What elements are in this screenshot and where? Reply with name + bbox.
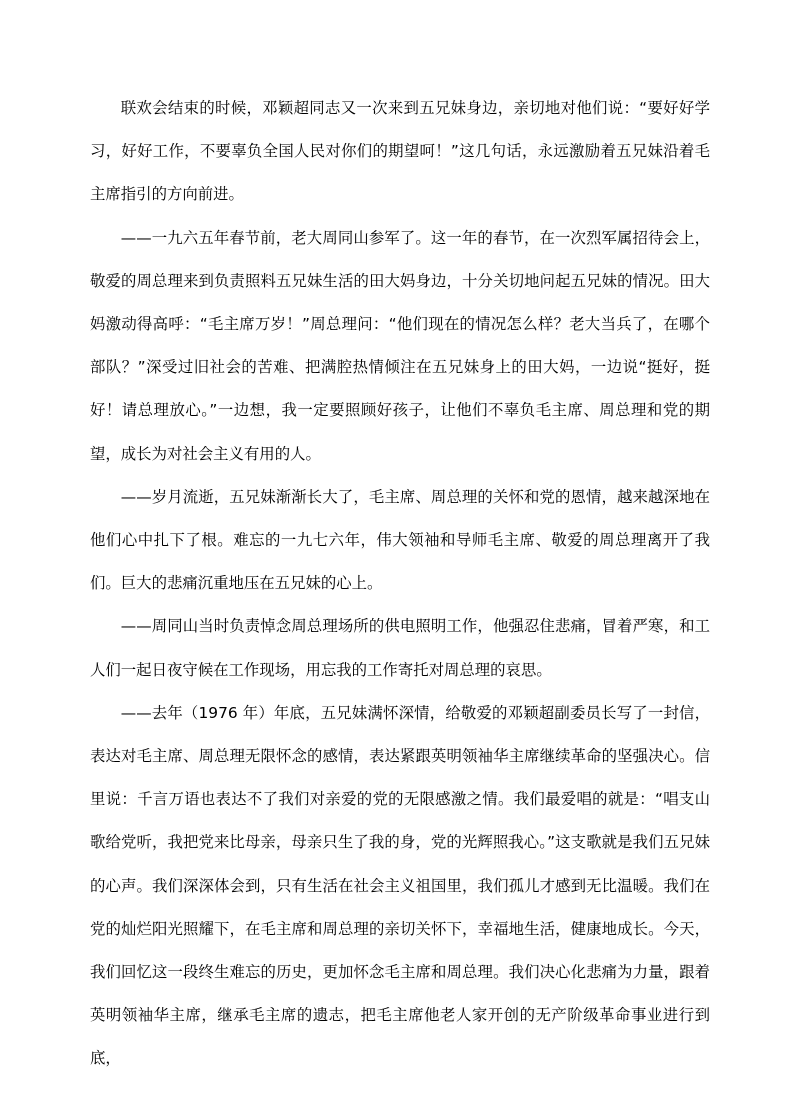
- paragraph-1: 联欢会结束的时候，邓颖超同志又一次来到五兄妹身边，亲切地对他们说：“要好好学习，好好工作，不要辜负全国人民对你们的期望呵！”这几句话，永远激励着五兄妹沿着毛主席指引的方向前进。: [90, 99, 710, 204]
- paragraph-2: ——一九六五年春节前，老大周同山参军了。这一年的春节，在一次烈军属招待会上，敬爱的周总理来到负责照料五兄妹生活的田大妈身边，十分关切地问起五兄妹的情况。田大妈激动得高呼：“毛主席万岁！”周总理问：“他们现在的情况怎么样？老大当兵了，在哪个部队？”深受过旧社会的苦难、把满腔热情倾注在五兄妹身上的田大妈，一边说“挺好，挺好！请总理放心。”一边想，我一定要照顾好孩子，让他们不辜负毛主席、周总理和党的期望，成长为对社会主义有用的人。: [90, 228, 710, 463]
- paragraph-3: ——岁月流逝，五兄妹渐渐长大了，毛主席、周总理的关怀和党的恩情，越来越深地在他们心中扎下了根。难忘的一九七六年，伟大领袖和导师毛主席、敬爱的周总理离开了我们。巨大的悲痛沉重地压在五兄妹的心上。: [90, 487, 710, 593]
- paragraph-5: ——去年（1976 年）年底，五兄妹满怀深情，给敬爱的邓颖超副委员长写了一封信，表达对毛主席、周总理无限怀念的感情，表达紧跟英明领袖华主席继续革命的坚强决心。信里说：千言万语也表达不了我们对亲爱的党的无限感激之情。我们最爱唱的就是：“唱支山歌给党听，我把党来比母亲，母亲只生了我的身，党的光辉照我心。”这支歌就是我们五兄妹的心声。我们深深体会到，只有生活在社会主义祖国里，我们孤儿才感到无比温暖。我们在党的灿烂阳光照耀下，在毛主席和周总理的亲切关怀下，幸福地生活，健康地成长。今天，我们回忆这一段终生难忘的历史，更加怀念毛主席和周总理。我们决心化悲痛为力量，跟着英明领袖华主席，继承毛主席的遗志，把毛主席他老人家开创的无产阶级革命事业进行到底，: [90, 703, 710, 1068]
- paragraph-4: ——周同山当时负责悼念周总理场所的供电照明工作，他强忍住悲痛，冒着严寒，和工人们一起日夜守候在工作现场，用忘我的工作寄托对周总理的哀思。: [90, 617, 710, 679]
- document-body: [90, 87, 710, 1081]
